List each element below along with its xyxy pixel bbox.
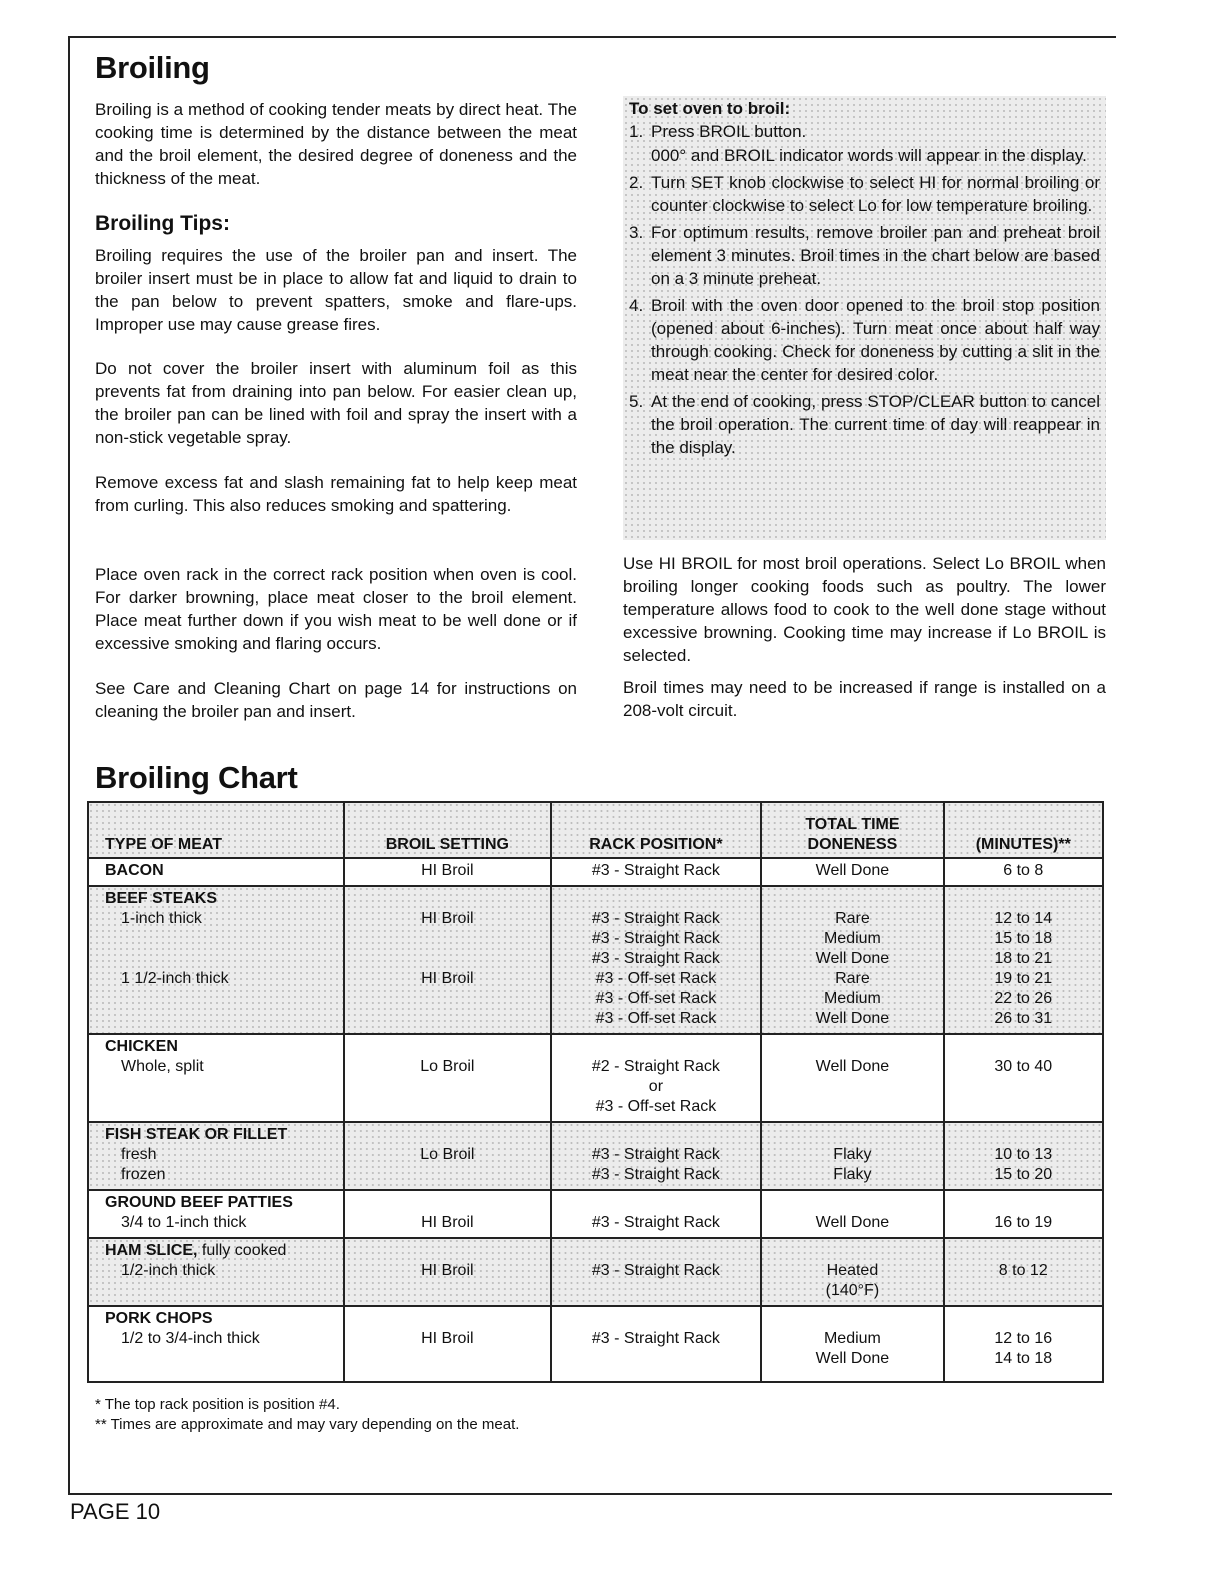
rack-cell <box>551 1034 762 1122</box>
meat-cell <box>88 858 344 886</box>
rack-cell <box>551 886 762 1034</box>
doneness-cell <box>761 1190 943 1238</box>
meat-detail: Whole, split <box>121 1058 204 1075</box>
tip-paragraph: Broiling requires the use of the broiler pan and insert. The broiler insert must be in place to allow fat and liquid to drain to the pan below to prevent spatters, smoke and flare-ups. Improper use may cause grease fires. <box>95 246 577 334</box>
step-item <box>629 390 1100 459</box>
meat-cell <box>88 1306 344 1382</box>
blank-line <box>345 889 549 909</box>
meat-cell <box>88 886 344 1034</box>
cell-line: Well Done <box>815 1350 890 1367</box>
meat-detail: fresh <box>121 1146 157 1163</box>
rack-cell <box>551 858 762 886</box>
step-text: Broil with the oven door opened to the broil stop position (opened about 6-inches). Turn meat once about half way through cooking. Check for doneness by cutting a slit in the meat near the center for desired color. <box>651 296 1100 384</box>
cell-line: Well Done <box>815 1010 890 1027</box>
meat-detail: 1-inch thick <box>121 910 202 927</box>
meat-name: BACON <box>105 862 164 879</box>
meat-detail: 3/4 to 1-inch thick <box>121 1214 247 1231</box>
blank-line <box>552 1037 761 1057</box>
meat-name-suffix: fully cooked <box>197 1242 287 1259</box>
table-header-row <box>88 802 1103 858</box>
meat-detail: 1/2 to 3/4-inch thick <box>121 1330 260 1347</box>
cell-line: Well Done <box>815 950 890 967</box>
cell-line: #3 - Straight Rack <box>591 950 720 967</box>
meat-name: CHICKEN <box>105 1038 178 1055</box>
steps-list <box>629 120 1100 459</box>
cell-line: 12 to 14 <box>994 910 1053 927</box>
broiling-chart-table <box>87 801 1104 1383</box>
table-row <box>88 886 1103 1034</box>
table-row <box>88 1122 1103 1190</box>
blank-line <box>945 889 1102 909</box>
cell-line: 14 to 18 <box>994 1350 1053 1367</box>
minutes-cell <box>944 886 1103 1034</box>
step-item <box>629 221 1100 290</box>
cell-line: Rare <box>835 910 870 927</box>
step-text: For optimum results, remove broiler pan and preheat broil element 3 minutes. Broil times in the chart below are based on a 3 minute preheat. <box>651 223 1100 288</box>
cell-line: 12 to 16 <box>994 1330 1053 1347</box>
rack-cell <box>551 1190 762 1238</box>
meat-name: PORK CHOPS <box>105 1310 213 1327</box>
blank-line <box>945 1309 1102 1329</box>
blank-line <box>552 1193 761 1213</box>
blank-line <box>345 929 549 949</box>
cell-line: #3 - Straight Rack <box>591 1146 720 1163</box>
rack-cell <box>551 1306 762 1382</box>
footnote-times: ** Times are approximate and may vary depending on the meat. <box>95 1416 520 1433</box>
blank-line <box>345 1125 549 1145</box>
blank-line <box>945 1037 1102 1057</box>
header-minutes: (MINUTES)** <box>944 802 1103 858</box>
step-text: Press BROIL button. <box>651 122 807 141</box>
header-total-time: TOTAL TIME <box>805 816 900 833</box>
tip-paragraph: Place oven rack in the correct rack position when oven is cool. For darker browning, place meat closer to the broil element. Place meat further down if you wish meat to be well done or if excessive smoking and flaring occurs. <box>95 565 577 653</box>
cell-line: Heated <box>826 1262 879 1279</box>
blank-line <box>762 1309 942 1329</box>
left-rule <box>68 36 70 1494</box>
step-text: At the end of cooking, press STOP/CLEAR button to cancel the broil operation. The current time of day will reappear in the display. <box>651 392 1100 457</box>
tips-heading: Broiling Tips: <box>95 212 230 235</box>
tip-paragraph: Do not cover the broiler insert with aluminum foil as this prevents fat from draining into pan below. For easier clean up, the broiler pan can be lined with foil and spray the insert with a non-stick vegetable spray. <box>95 359 577 447</box>
steps-title: To set oven to broil: <box>629 99 791 118</box>
table-row <box>88 1190 1103 1238</box>
cell-line: HI Broil <box>421 910 474 927</box>
chart-title: Broiling Chart <box>95 760 298 795</box>
blank-line <box>762 1241 942 1261</box>
minutes-cell <box>944 1034 1103 1122</box>
minutes-cell <box>944 1190 1103 1238</box>
cell-line: Medium <box>823 990 881 1007</box>
cell-line: Well Done <box>815 1214 890 1231</box>
blank-line <box>945 1241 1102 1261</box>
cell-line: Lo Broil <box>420 1058 475 1075</box>
cell-line: HI Broil <box>421 862 474 879</box>
footnote-rack: * The top rack position is position #4. <box>95 1396 340 1413</box>
header-doneness-label: DONENESS <box>807 836 898 853</box>
cell-line: 6 to 8 <box>1003 862 1044 879</box>
blank-line <box>945 1193 1102 1213</box>
meat-detail: 1/2-inch thick <box>121 1262 216 1279</box>
cell-line: #3 - Straight Rack <box>591 1330 720 1347</box>
cell-line: #3 - Off-set Rack <box>595 970 717 987</box>
intro-paragraph: Broiling is a method of cooking tender meats by direct heat. The cooking time is determined by the distance between the meat and the broil element, the desired degree of doneness and the thickness of the meat. <box>95 100 577 188</box>
cell-line: 22 to 26 <box>994 990 1053 1007</box>
cell-line: Flaky <box>833 1146 872 1163</box>
cell-line: #3 - Straight Rack <box>591 1166 720 1183</box>
cell-line: #3 - Straight Rack <box>591 862 720 879</box>
blank-line <box>345 949 549 969</box>
cell-line: Medium <box>823 1330 881 1347</box>
cell-line: #2 - Straight Rack <box>591 1058 720 1075</box>
blank-line <box>762 1193 942 1213</box>
step-item <box>629 171 1100 217</box>
rack-cell <box>551 1238 762 1306</box>
minutes-cell <box>944 1306 1103 1382</box>
step-number: 5. <box>629 392 644 411</box>
blank-line <box>552 1125 761 1145</box>
blank-line <box>552 1309 761 1329</box>
meat-detail: frozen <box>121 1166 166 1183</box>
blank-line <box>945 1125 1102 1145</box>
step-number: 1. <box>629 122 644 141</box>
cell-line: HI Broil <box>421 1330 474 1347</box>
cell-line: #3 - Off-set Rack <box>595 990 717 1007</box>
cell-line: Flaky <box>833 1166 872 1183</box>
bottom-rule <box>68 1493 1112 1495</box>
blank-line <box>762 889 942 909</box>
cell-line: 10 to 13 <box>994 1146 1053 1163</box>
cell-line: HI Broil <box>421 1214 474 1231</box>
step-number: 2. <box>629 173 644 192</box>
doneness-cell <box>761 1238 943 1306</box>
cell-line: 19 to 21 <box>994 970 1053 987</box>
blank-line <box>552 889 761 909</box>
page-title: Broiling <box>95 50 210 85</box>
minutes-cell <box>944 1122 1103 1190</box>
meat-name: GROUND BEEF PATTIES <box>105 1194 293 1211</box>
step-item <box>629 120 1100 143</box>
cell-line: #3 - Off-set Rack <box>595 1098 717 1115</box>
step-number <box>629 144 651 167</box>
doneness-cell <box>761 1034 943 1122</box>
meat-name: FISH STEAK OR FILLET <box>105 1126 288 1143</box>
blank-line <box>345 1037 549 1057</box>
step-text: 000° and BROIL indicator words will appear in the display. <box>651 146 1087 165</box>
cell-line: or <box>648 1078 664 1095</box>
cell-line: 18 to 21 <box>994 950 1053 967</box>
blank-line <box>762 1125 942 1145</box>
blank-line <box>105 949 343 969</box>
tip-paragraph: Remove excess fat and slash remaining fat to help keep meat from curling. This also reduces smoking and spattering. <box>95 473 577 515</box>
cell-line: #3 - Straight Rack <box>591 1214 720 1231</box>
cell-line: #3 - Straight Rack <box>591 930 720 947</box>
cell-line: 26 to 31 <box>994 1010 1053 1027</box>
doneness-cell <box>761 858 943 886</box>
header-broil-setting: BROIL SETTING <box>344 802 550 858</box>
cell-line: 8 to 12 <box>998 1262 1048 1279</box>
header-type-of-meat: TYPE OF MEAT <box>88 802 344 858</box>
setting-cell <box>344 1034 550 1122</box>
doneness-cell <box>761 1122 943 1190</box>
meat-name: BEEF STEAKS <box>105 890 218 907</box>
minutes-cell <box>944 1238 1103 1306</box>
cell-line: #3 - Straight Rack <box>591 910 720 927</box>
step-item <box>629 144 1100 167</box>
cell-line: #3 - Off-set Rack <box>595 1010 717 1027</box>
header-doneness <box>761 802 943 858</box>
broil-steps-box <box>623 96 1106 540</box>
tip-paragraph: See Care and Cleaning Chart on page 14 for instructions on cleaning the broiler pan and insert. <box>95 679 577 721</box>
table-row <box>88 858 1103 886</box>
setting-cell <box>344 886 550 1034</box>
doneness-cell <box>761 1306 943 1382</box>
meat-detail: 1 1/2-inch thick <box>121 970 229 987</box>
blank-line <box>762 1037 942 1057</box>
meat-name: HAM SLICE, <box>105 1242 198 1259</box>
cell-line: Well Done <box>815 1058 890 1075</box>
step-text: Turn SET knob clockwise to select HI for normal broiling or counter clockwise to select Lo for low temperature broiling. <box>651 173 1100 215</box>
blank-line <box>345 1193 549 1213</box>
cell-line: Well Done <box>815 862 890 879</box>
setting-cell <box>344 1190 550 1238</box>
cell-line: 15 to 20 <box>994 1166 1053 1183</box>
cell-line: 30 to 40 <box>994 1058 1053 1075</box>
blank-line <box>345 1309 549 1329</box>
minutes-cell <box>944 858 1103 886</box>
broil-setting-paragraph: Use HI BROIL for most broil operations. Select Lo BROIL when broiling longer cooking foods such as poultry. The lower temperature allows food to cook to the well done stage without excessive browning. Cooking time may increase if Lo BROIL is selected. <box>623 554 1106 665</box>
meat-cell <box>88 1034 344 1122</box>
doneness-cell <box>761 886 943 1034</box>
meat-name-line <box>105 1241 343 1261</box>
table-row <box>88 1238 1103 1306</box>
rack-cell <box>551 1122 762 1190</box>
cell-line: Lo Broil <box>420 1146 475 1163</box>
voltage-paragraph: Broil times may need to be increased if range is installed on a 208-volt circuit. <box>623 678 1106 720</box>
cell-line: 15 to 18 <box>994 930 1053 947</box>
top-rule <box>70 36 1116 38</box>
setting-cell <box>344 1306 550 1382</box>
cell-line: #3 - Straight Rack <box>591 1262 720 1279</box>
blank-line <box>552 1241 761 1261</box>
setting-cell <box>344 1122 550 1190</box>
step-number: 4. <box>629 296 644 315</box>
cell-line: 16 to 19 <box>994 1214 1053 1231</box>
cell-line: HI Broil <box>421 970 474 987</box>
meat-cell <box>88 1238 344 1306</box>
header-rack-position: RACK POSITION* <box>551 802 762 858</box>
meat-cell <box>88 1190 344 1238</box>
page-number: PAGE 10 <box>70 1499 161 1524</box>
setting-cell <box>344 858 550 886</box>
cell-line: Medium <box>823 930 881 947</box>
blank-line <box>345 1241 549 1261</box>
cell-line: (140°F) <box>825 1282 880 1299</box>
step-item <box>629 294 1100 386</box>
meat-cell <box>88 1122 344 1190</box>
cell-line: HI Broil <box>421 1262 474 1279</box>
table-row <box>88 1034 1103 1122</box>
table-row <box>88 1306 1103 1382</box>
blank-line <box>105 929 343 949</box>
cell-line: Rare <box>835 970 870 987</box>
setting-cell <box>344 1238 550 1306</box>
step-number: 3. <box>629 223 644 242</box>
